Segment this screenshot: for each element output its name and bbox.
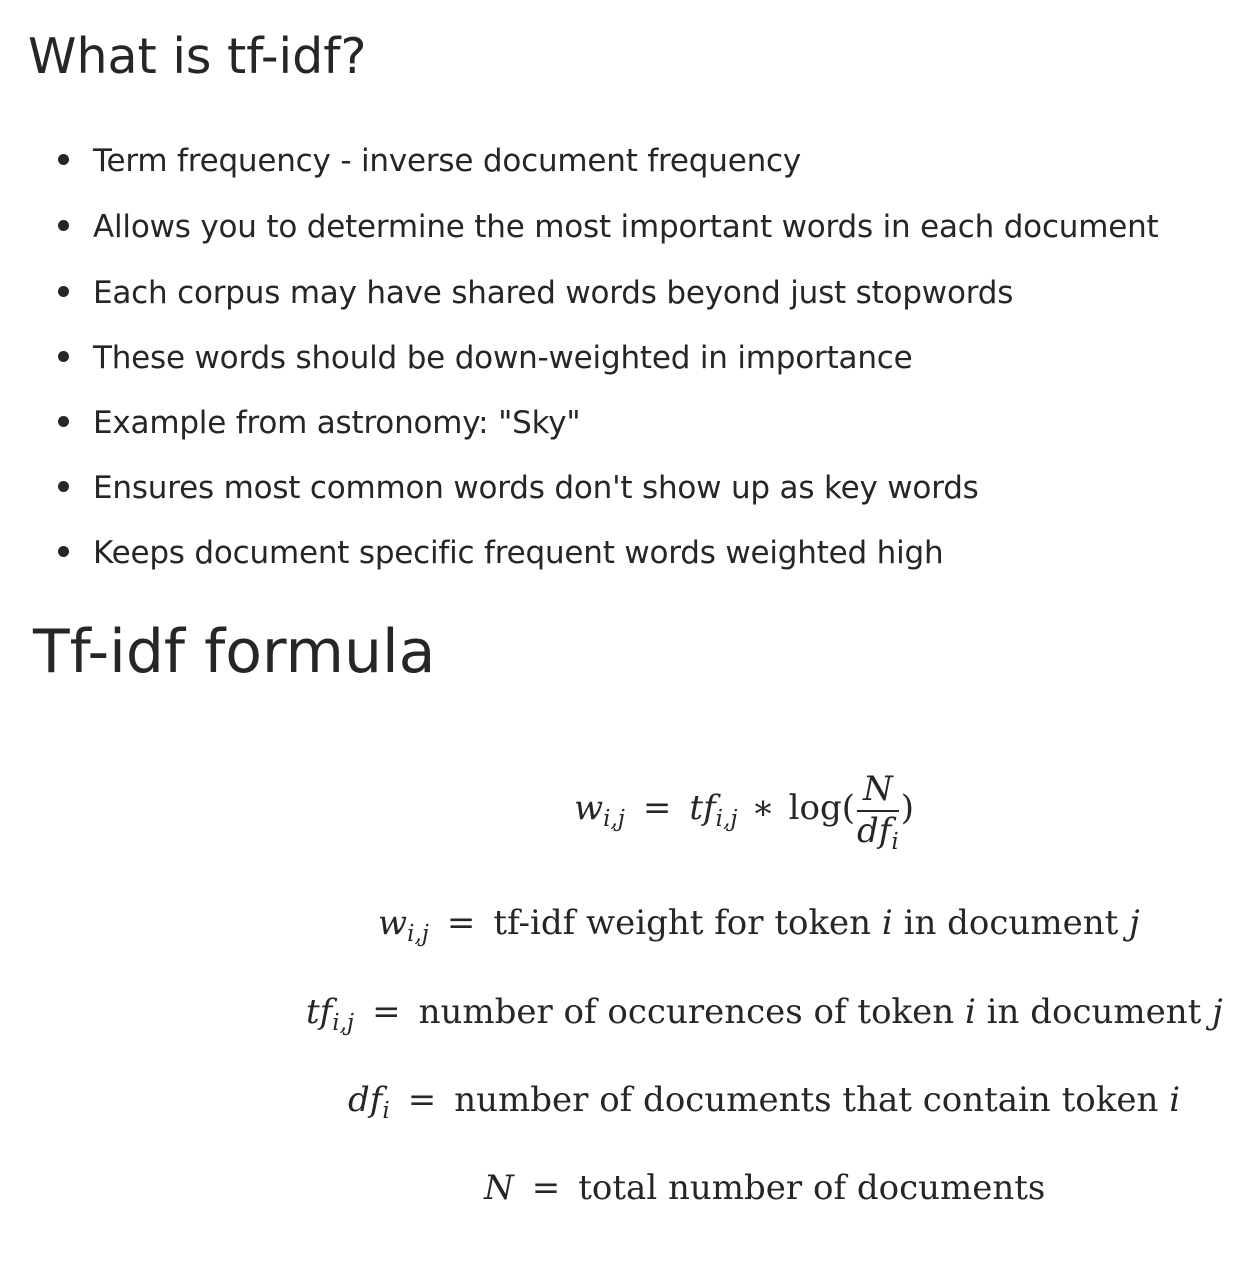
formula-times: ∗ [751, 788, 775, 828]
bullet-dot-icon [58, 154, 69, 165]
definition-tf: $tf_{i,j}$ = number of occurences of token i in document j [306, 992, 1223, 1036]
list-item: Allows you to determine the most important words in each document [58, 209, 1159, 245]
formula-tf-sub: i,j [715, 806, 738, 832]
formula-fraction [856, 769, 899, 855]
tfidf-formula [574, 769, 914, 855]
formula-lhs-var: w [574, 788, 604, 828]
formula-tf-var: tf [689, 788, 716, 828]
formula-lhs-sub: i,j [603, 806, 625, 832]
bullet-dot-icon [58, 220, 69, 231]
formula-frac-den-var: df [856, 811, 892, 851]
list-item: Each corpus may have shared words beyond just stopwords [58, 275, 1013, 311]
bullet-dot-icon [58, 546, 69, 557]
formula-equals: = [642, 788, 672, 828]
definition-n: N = total number of documents [484, 1168, 1046, 1208]
section-title-what-is-tfidf: What is tf-idf? [28, 28, 367, 85]
list-item: Ensures most common words don't show up as key words [58, 470, 979, 506]
formula-frac-num: N [862, 769, 893, 809]
bullet-dot-icon [58, 481, 69, 492]
formula-close-paren: ) [900, 788, 914, 828]
bullet-dot-icon [58, 351, 69, 362]
definition-df: $df_i$ = number of documents that contain token i [348, 1080, 1181, 1124]
list-item: Keeps document specific frequent words weighted high [58, 535, 943, 571]
bullet-dot-icon [58, 286, 69, 297]
bullet-dot-icon [58, 416, 69, 427]
list-item: These words should be down-weighted in importance [58, 340, 912, 376]
formula-log: log( [788, 788, 855, 828]
section-title-tfidf-formula: Tf-idf formula [33, 617, 436, 687]
formula-frac-den-sub: i [891, 829, 899, 855]
definition-w: $w_{i,j} = tf-idf$ weight for token i in document j [378, 903, 1140, 947]
list-item: Term frequency - inverse document frequency [58, 143, 801, 179]
list-item: Example from astronomy: "Sky" [58, 405, 580, 441]
